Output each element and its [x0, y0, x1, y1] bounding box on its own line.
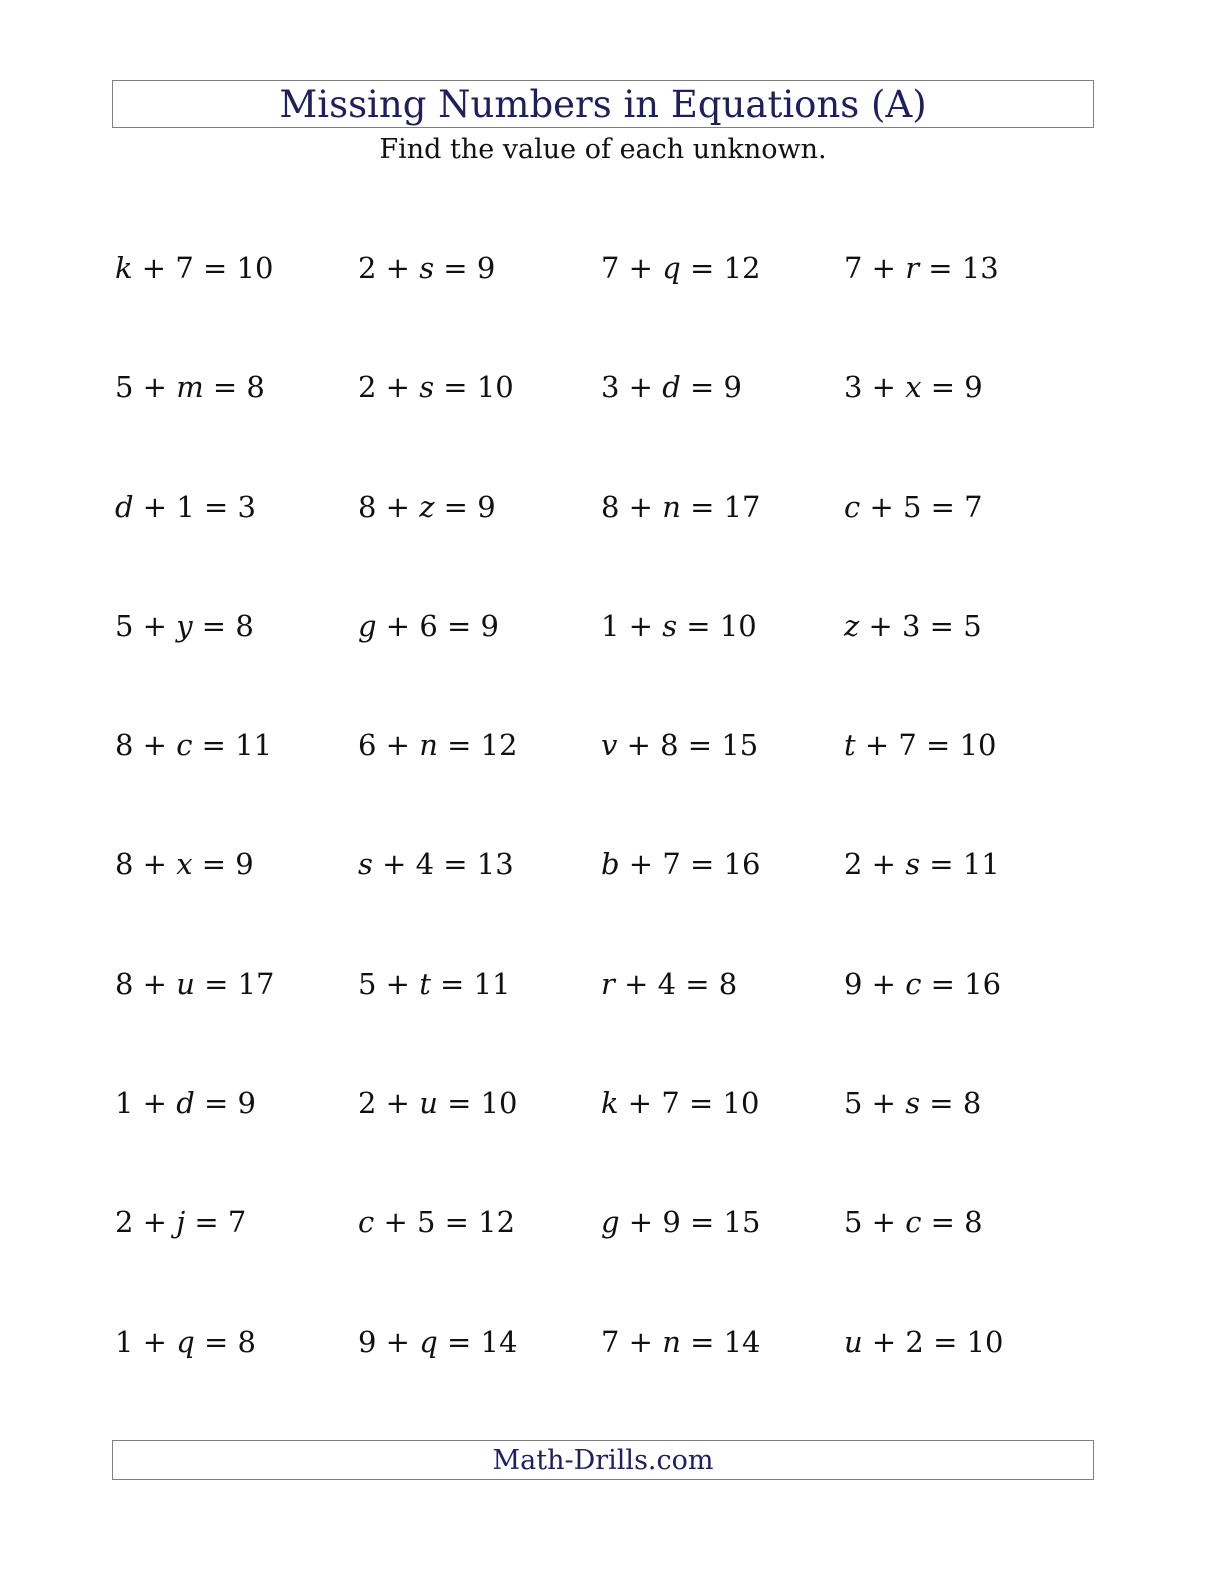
equation-text: + 7 = 16: [619, 847, 761, 882]
equation-text: 7 +: [601, 251, 663, 285]
equation: [844, 487, 1087, 606]
equation-text: 9 +: [844, 966, 906, 1001]
unknown-variable: g: [601, 1205, 620, 1240]
equation-text: + 5 = 7: [860, 489, 983, 524]
equation-text: = 14: [437, 1324, 518, 1359]
equation-text: = 10: [434, 370, 514, 405]
unknown-variable: t: [419, 966, 431, 1001]
equation-text: + 3 = 5: [859, 608, 982, 643]
equation: [844, 1202, 1087, 1321]
equation: [601, 1322, 844, 1441]
equation: [844, 248, 1087, 367]
equation-text: = 8: [920, 1086, 982, 1121]
unknown-variable: q: [176, 1324, 195, 1359]
unknown-variable: s: [419, 251, 435, 285]
unknown-variable: s: [358, 847, 373, 882]
title-box: [112, 80, 1094, 128]
unknown-variable: s: [905, 847, 921, 882]
equation: [601, 844, 844, 963]
equation-text: 7 +: [601, 1324, 663, 1359]
equation: [358, 725, 601, 844]
unknown-variable: n: [419, 728, 438, 763]
unknown-variable: u: [176, 966, 195, 1001]
unknown-variable: s: [662, 608, 678, 643]
equation-text: = 9: [194, 1086, 256, 1121]
worksheet-title: Missing Numbers in Equations (A): [279, 82, 927, 126]
unknown-variable: q: [419, 1324, 438, 1359]
unknown-variable: u: [419, 1086, 438, 1121]
unknown-variable: s: [419, 370, 435, 405]
footer-box: [112, 1440, 1094, 1480]
unknown-variable: t: [844, 728, 856, 763]
equation: [115, 487, 358, 606]
equation-text: = 11: [192, 728, 273, 763]
instructions: Find the value of each unknown.: [379, 134, 827, 165]
equation: [601, 487, 844, 606]
equation-text: = 8: [203, 370, 265, 405]
equation-text: 8 +: [115, 847, 177, 882]
equation-text: = 11: [430, 966, 511, 1001]
equation-text: = 11: [920, 847, 1000, 882]
unknown-variable: b: [601, 847, 620, 882]
equation-text: = 8: [192, 608, 254, 643]
equation-text: 2 +: [358, 370, 420, 405]
unknown-variable: k: [601, 1086, 619, 1121]
equation-text: + 1 = 3: [133, 489, 256, 524]
equation-text: 2 +: [358, 251, 420, 285]
equation: [601, 248, 844, 367]
equation-text: + 6 = 9: [376, 608, 499, 643]
equation-text: 6 +: [358, 728, 420, 763]
equation: [115, 367, 358, 486]
equation: [358, 487, 601, 606]
equation-text: 2 +: [844, 847, 906, 882]
equation-text: = 12: [680, 251, 761, 285]
equation: [115, 844, 358, 963]
equation: [601, 725, 844, 844]
unknown-variable: q: [662, 251, 681, 285]
equation-text: + 8 = 15: [617, 728, 759, 763]
equation: [358, 844, 601, 963]
equation-text: + 9 = 15: [619, 1205, 761, 1240]
equation: [844, 964, 1087, 1083]
equation-text: 2 +: [115, 1205, 177, 1240]
unknown-variable: d: [115, 489, 134, 524]
unknown-variable: g: [358, 608, 377, 643]
equation-text: 1 +: [601, 608, 663, 643]
equation-text: 8 +: [358, 489, 420, 524]
equation-text: = 16: [921, 966, 1002, 1001]
unknown-variable: m: [176, 370, 204, 405]
unknown-variable: j: [176, 1205, 186, 1240]
equation: [115, 725, 358, 844]
equation: [601, 964, 844, 1083]
equation-text: 5 +: [115, 608, 177, 643]
equation: [358, 964, 601, 1083]
equation: [844, 367, 1087, 486]
equation-text: 2 +: [358, 1086, 420, 1121]
unknown-variable: z: [844, 608, 860, 643]
equation: [844, 1083, 1087, 1202]
equation-text: + 7 = 10: [618, 1086, 760, 1121]
equation-text: 8 +: [601, 489, 663, 524]
equation: [601, 1202, 844, 1321]
unknown-variable: n: [662, 489, 681, 524]
equation: [358, 1322, 601, 1441]
unknown-variable: u: [844, 1324, 863, 1359]
equation-text: 8 +: [115, 728, 177, 763]
equation: [115, 1083, 358, 1202]
unknown-variable: c: [358, 1205, 375, 1240]
unknown-variable: c: [905, 1205, 922, 1240]
equation-text: 5 +: [115, 370, 177, 405]
unknown-variable: c: [905, 966, 922, 1001]
equation-text: = 9: [434, 251, 496, 285]
unknown-variable: r: [601, 966, 615, 1001]
equation-text: 3 +: [601, 370, 663, 405]
equation-text: = 9: [192, 847, 254, 882]
equation: [358, 367, 601, 486]
equation: [358, 248, 601, 367]
equation-text: + 7 = 10: [132, 251, 274, 285]
unknown-variable: c: [176, 728, 193, 763]
problem-grid: [115, 248, 1087, 1441]
equation-text: = 13: [919, 251, 999, 285]
equation-text: = 10: [437, 1086, 518, 1121]
unknown-variable: z: [419, 489, 435, 524]
equation: [115, 1322, 358, 1441]
equation: [844, 725, 1087, 844]
equation-text: = 8: [921, 1205, 983, 1240]
equation-text: 5 +: [844, 1086, 906, 1121]
equation: [358, 1083, 601, 1202]
equation-text: + 2 = 10: [862, 1324, 1004, 1359]
equation: [115, 1202, 358, 1321]
equation: [115, 248, 358, 367]
equation: [844, 606, 1087, 725]
equation-text: 5 +: [844, 1205, 906, 1240]
equation-text: 5 +: [358, 966, 420, 1001]
equation: [844, 844, 1087, 963]
equation: [115, 606, 358, 725]
equation-text: 8 +: [115, 966, 177, 1001]
unknown-variable: c: [844, 489, 861, 524]
unknown-variable: x: [176, 847, 193, 882]
equation-text: = 17: [680, 489, 761, 524]
equation-text: = 17: [194, 966, 275, 1001]
unknown-variable: v: [601, 728, 618, 763]
equation-text: + 4 = 8: [614, 966, 738, 1001]
equation-text: + 4 = 13: [372, 847, 514, 882]
equation: [358, 606, 601, 725]
equation: [358, 1202, 601, 1321]
equation-text: 1 +: [115, 1086, 177, 1121]
unknown-variable: r: [905, 251, 920, 285]
footer-site: Math-Drills.com: [492, 1444, 714, 1476]
equation: [601, 367, 844, 486]
equation-text: 9 +: [358, 1324, 420, 1359]
equation-text: = 8: [194, 1324, 256, 1359]
unknown-variable: k: [115, 251, 133, 285]
equation-text: 7 +: [844, 251, 906, 285]
equation-text: + 5 = 12: [374, 1205, 516, 1240]
equation-text: 1 +: [115, 1324, 177, 1359]
equation-text: = 10: [677, 608, 757, 643]
equation-text: = 9: [680, 370, 742, 405]
unknown-variable: n: [662, 1324, 681, 1359]
equation: [115, 964, 358, 1083]
equation-text: = 9: [434, 489, 496, 524]
equation-text: = 12: [437, 728, 518, 763]
equation: [844, 1322, 1087, 1441]
unknown-variable: d: [662, 370, 681, 405]
equation-text: = 9: [921, 370, 983, 405]
unknown-variable: d: [176, 1086, 195, 1121]
equation-text: + 7 = 10: [855, 728, 997, 763]
equation-text: 3 +: [844, 370, 906, 405]
equation-text: = 14: [680, 1324, 761, 1359]
unknown-variable: x: [905, 370, 922, 405]
unknown-variable: s: [905, 1086, 921, 1121]
equation: [601, 1083, 844, 1202]
unknown-variable: y: [176, 608, 193, 643]
equation-text: = 7: [185, 1205, 247, 1240]
equation: [601, 606, 844, 725]
